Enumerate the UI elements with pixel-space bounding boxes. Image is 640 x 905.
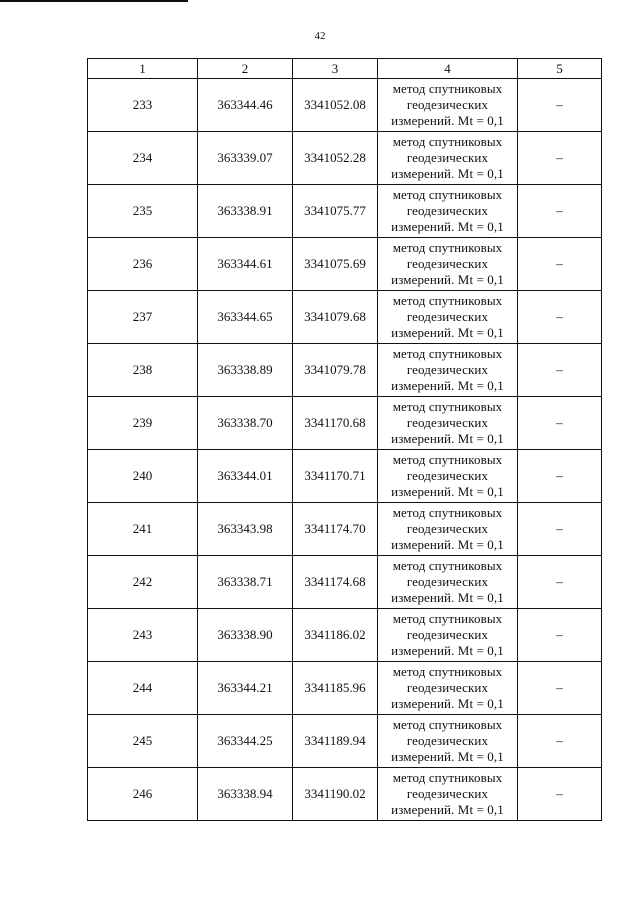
error-cell: –: [518, 185, 602, 238]
method-line: геодезических: [406, 627, 489, 642]
method-line: измерений. Mt = 0,1: [391, 325, 504, 340]
method-line: метод спутниковых: [392, 399, 503, 414]
method-line: геодезических: [406, 733, 489, 748]
point-number-cell: 233: [88, 79, 198, 132]
table-header-row: [88, 59, 602, 79]
point-number-cell: 238: [88, 344, 198, 397]
method-line: измерений. Mt = 0,1: [391, 484, 504, 499]
method-line: геодезических: [406, 468, 489, 483]
header-rule: [0, 0, 188, 2]
method-cell: [378, 185, 518, 238]
point-number-cell: 235: [88, 185, 198, 238]
table-row: [88, 715, 602, 768]
method-line: измерений. Mt = 0,1: [391, 113, 504, 128]
method-line: геодезических: [406, 786, 489, 801]
y-coordinate-cell: 3341174.70: [293, 503, 378, 556]
point-number-cell: 239: [88, 397, 198, 450]
column-header: 3: [293, 59, 378, 79]
y-coordinate-cell: 3341170.68: [293, 397, 378, 450]
error-cell: –: [518, 291, 602, 344]
error-cell: –: [518, 556, 602, 609]
point-number-cell: 240: [88, 450, 198, 503]
table-row: [88, 132, 602, 185]
method-line: измерений. Mt = 0,1: [391, 696, 504, 711]
table-row: [88, 397, 602, 450]
method-line: геодезических: [406, 362, 489, 377]
point-number-cell: 234: [88, 132, 198, 185]
table-row: [88, 79, 602, 132]
table-row: [88, 450, 602, 503]
error-cell: –: [518, 503, 602, 556]
y-coordinate-cell: 3341189.94: [293, 715, 378, 768]
x-coordinate-cell: 363344.21: [198, 662, 293, 715]
error-cell: –: [518, 132, 602, 185]
error-cell: –: [518, 662, 602, 715]
column-header: 1: [88, 59, 198, 79]
method-line: метод спутниковых: [392, 664, 503, 679]
y-coordinate-cell: 3341185.96: [293, 662, 378, 715]
page-number: 42: [314, 30, 326, 42]
method-cell: [378, 397, 518, 450]
point-number-cell: 246: [88, 768, 198, 821]
column-header: 4: [378, 59, 518, 79]
table-row: [88, 556, 602, 609]
method-cell: [378, 132, 518, 185]
error-cell: –: [518, 397, 602, 450]
method-line: измерений. Mt = 0,1: [391, 431, 504, 446]
method-line: метод спутниковых: [392, 770, 503, 785]
method-line: геодезических: [406, 574, 489, 589]
x-coordinate-cell: 363338.94: [198, 768, 293, 821]
method-line: геодезических: [406, 203, 489, 218]
table-row: [88, 238, 602, 291]
method-line: геодезических: [406, 521, 489, 536]
point-number-cell: 236: [88, 238, 198, 291]
x-coordinate-cell: 363344.65: [198, 291, 293, 344]
x-coordinate-cell: 363338.90: [198, 609, 293, 662]
error-cell: –: [518, 609, 602, 662]
table-row: [88, 503, 602, 556]
x-coordinate-cell: 363338.89: [198, 344, 293, 397]
method-line: геодезических: [406, 680, 489, 695]
y-coordinate-cell: 3341052.08: [293, 79, 378, 132]
method-cell: [378, 503, 518, 556]
y-coordinate-cell: 3341052.28: [293, 132, 378, 185]
table-row: [88, 609, 602, 662]
table-row: [88, 768, 602, 821]
method-line: измерений. Mt = 0,1: [391, 802, 504, 817]
method-line: метод спутниковых: [392, 558, 503, 573]
method-cell: [378, 609, 518, 662]
y-coordinate-cell: 3341079.68: [293, 291, 378, 344]
error-cell: –: [518, 344, 602, 397]
point-number-cell: 241: [88, 503, 198, 556]
point-number-cell: 243: [88, 609, 198, 662]
method-line: измерений. Mt = 0,1: [391, 643, 504, 658]
y-coordinate-cell: 3341075.77: [293, 185, 378, 238]
method-line: метод спутниковых: [392, 717, 503, 732]
method-cell: [378, 291, 518, 344]
method-line: измерений. Mt = 0,1: [391, 166, 504, 181]
table-body: [88, 79, 602, 821]
method-cell: [378, 344, 518, 397]
x-coordinate-cell: 363338.91: [198, 185, 293, 238]
table-row: [88, 185, 602, 238]
method-cell: [378, 662, 518, 715]
x-coordinate-cell: 363344.61: [198, 238, 293, 291]
error-cell: –: [518, 238, 602, 291]
x-coordinate-cell: 363338.70: [198, 397, 293, 450]
method-cell: [378, 238, 518, 291]
x-coordinate-cell: 363338.71: [198, 556, 293, 609]
method-line: геодезических: [406, 415, 489, 430]
method-line: измерений. Mt = 0,1: [391, 749, 504, 764]
x-coordinate-cell: 363339.07: [198, 132, 293, 185]
method-line: геодезических: [406, 150, 489, 165]
method-line: метод спутниковых: [392, 134, 503, 149]
method-cell: [378, 768, 518, 821]
x-coordinate-cell: 363344.01: [198, 450, 293, 503]
point-number-cell: 242: [88, 556, 198, 609]
method-line: геодезических: [406, 309, 489, 324]
table-row: [88, 662, 602, 715]
method-line: геодезических: [406, 256, 489, 271]
y-coordinate-cell: 3341075.69: [293, 238, 378, 291]
method-cell: [378, 450, 518, 503]
x-coordinate-cell: 363343.98: [198, 503, 293, 556]
method-line: метод спутниковых: [392, 293, 503, 308]
column-header: 5: [518, 59, 602, 79]
x-coordinate-cell: 363344.25: [198, 715, 293, 768]
method-cell: [378, 556, 518, 609]
method-line: метод спутниковых: [392, 346, 503, 361]
y-coordinate-cell: 3341174.68: [293, 556, 378, 609]
method-line: измерений. Mt = 0,1: [391, 537, 504, 552]
method-cell: [378, 715, 518, 768]
method-line: измерений. Mt = 0,1: [391, 378, 504, 393]
x-coordinate-cell: 363344.46: [198, 79, 293, 132]
column-header: 2: [198, 59, 293, 79]
table-row: [88, 291, 602, 344]
point-number-cell: 245: [88, 715, 198, 768]
method-line: метод спутниковых: [392, 187, 503, 202]
method-line: метод спутниковых: [392, 81, 503, 96]
y-coordinate-cell: 3341079.78: [293, 344, 378, 397]
method-line: метод спутниковых: [392, 505, 503, 520]
method-cell: [378, 79, 518, 132]
method-line: метод спутниковых: [392, 452, 503, 467]
y-coordinate-cell: 3341170.71: [293, 450, 378, 503]
point-number-cell: 244: [88, 662, 198, 715]
y-coordinate-cell: 3341190.02: [293, 768, 378, 821]
method-line: измерений. Mt = 0,1: [391, 272, 504, 287]
error-cell: –: [518, 768, 602, 821]
method-line: измерений. Mt = 0,1: [391, 590, 504, 605]
error-cell: –: [518, 79, 602, 132]
method-line: метод спутниковых: [392, 240, 503, 255]
method-line: метод спутниковых: [392, 611, 503, 626]
y-coordinate-cell: 3341186.02: [293, 609, 378, 662]
point-number-cell: 237: [88, 291, 198, 344]
coordinates-table: [87, 58, 602, 821]
error-cell: –: [518, 715, 602, 768]
method-line: геодезических: [406, 97, 489, 112]
method-line: измерений. Mt = 0,1: [391, 219, 504, 234]
error-cell: –: [518, 450, 602, 503]
table-row: [88, 344, 602, 397]
